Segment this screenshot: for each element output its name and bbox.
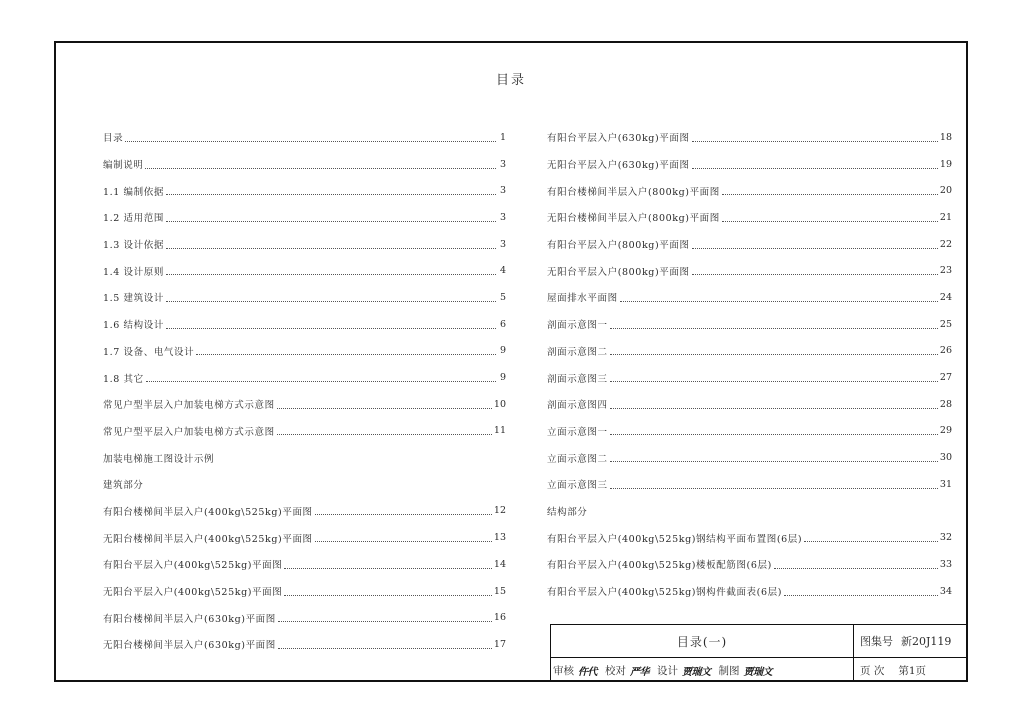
- toc-entry-label: 剖面示意图一: [547, 320, 608, 332]
- toc-entry-page: 26: [939, 345, 952, 357]
- toc-leader-dots: [284, 595, 492, 596]
- toc-leader-dots: [610, 381, 938, 382]
- toc-entry-page: 24: [939, 291, 952, 303]
- toc-entry-label: 剖面示意图四: [547, 400, 608, 412]
- toc-entry-label: 常见户型半层入户加装电梯方式示意图: [103, 400, 275, 412]
- toc-entry-label: 有阳台楼梯间半层入户(400kg\525kg)平面图: [103, 506, 313, 518]
- toc-entry-page: 10: [493, 398, 506, 410]
- toc-entry-page: 1: [499, 131, 506, 143]
- toc-entry: [547, 444, 952, 471]
- toc-entry-label: 立面示意图二: [547, 453, 608, 465]
- design-label: 设计: [657, 664, 678, 677]
- toc-entry-label: 有阳台平层入户(400kg\525kg)钢构件截面表(6层): [547, 587, 783, 599]
- atlas-number-cell: [854, 625, 967, 658]
- toc-entry: [103, 204, 506, 231]
- toc-leader-dots: [610, 488, 938, 489]
- toc-entry: [103, 524, 506, 551]
- toc-leader-dots: [315, 514, 492, 515]
- toc-entry-page: 17: [493, 638, 506, 650]
- toc-entry-label: 1.1 编制依据: [103, 186, 164, 198]
- toc-entry: [103, 284, 506, 311]
- toc-entry-label: 编制说明: [103, 160, 144, 172]
- toc-entry-page: 32: [939, 532, 952, 544]
- toc-entry: [547, 204, 952, 231]
- toc-entry-page: 21: [939, 211, 952, 223]
- toc-entry-label: 常见户型平层入户加装电梯方式示意图: [103, 426, 275, 438]
- toc-leader-dots: [166, 248, 496, 249]
- toc-entry: [547, 151, 952, 178]
- page-title: 目录: [495, 73, 526, 88]
- toc-entry-page: 14: [493, 558, 506, 570]
- review-label: 审核: [553, 664, 574, 677]
- sheet-name: 目录(一): [551, 625, 854, 658]
- toc-entry-label: 1.8 其它: [103, 373, 144, 385]
- toc-entry-label: 1.3 设计依据: [103, 240, 164, 252]
- toc-entry-label: 无阳台平层入户(800kg)平面图: [547, 266, 690, 278]
- toc-leader-dots: [692, 248, 938, 249]
- toc-entry-page: 11: [493, 425, 506, 437]
- toc-entry-label: 结构部分: [547, 506, 588, 518]
- toc-entry-label: 有阳台楼梯间半层入户(630kg)平面图: [103, 613, 276, 625]
- toc-entry-page: 33: [939, 558, 952, 570]
- page-label: 页 次: [860, 664, 885, 677]
- toc-entry: [547, 231, 952, 258]
- toc-entry-page: 31: [939, 478, 952, 490]
- toc-entry: [103, 631, 506, 658]
- atlas-number: 新20J119: [901, 635, 952, 648]
- toc-entry-page: 3: [499, 211, 506, 223]
- toc-entry-page: 20: [939, 185, 952, 197]
- toc-entry: [547, 124, 952, 151]
- toc-leader-dots: [692, 168, 938, 169]
- toc-leader-dots: [610, 434, 938, 435]
- toc-leader-dots: [692, 274, 938, 275]
- toc-leader-dots: [196, 354, 496, 355]
- toc-entry: [103, 471, 506, 498]
- toc-entry: [547, 391, 952, 418]
- toc-leader-dots: [804, 541, 938, 542]
- toc-entry: [547, 524, 952, 551]
- toc-entry-page: 6: [499, 318, 506, 330]
- toc-entry: [547, 578, 952, 605]
- toc-entry-label: 立面示意图一: [547, 426, 608, 438]
- toc-entry: [547, 257, 952, 284]
- toc-left-column: [103, 124, 506, 658]
- toc-leader-dots: [620, 301, 938, 302]
- toc-entry-page: 18: [939, 131, 952, 143]
- page-number-cell: [854, 658, 967, 682]
- toc-leader-dots: [277, 408, 492, 409]
- toc-entry-label: 建筑部分: [103, 480, 144, 492]
- toc-entry-page: 4: [499, 265, 506, 277]
- signature-row: [551, 658, 854, 682]
- toc-leader-dots: [610, 354, 938, 355]
- toc-leader-dots: [166, 274, 496, 275]
- title-block: [550, 624, 967, 681]
- toc-entry: [103, 578, 506, 605]
- toc-entry-page: 3: [499, 238, 506, 250]
- toc-leader-dots: [610, 328, 938, 329]
- toc-entry-label: 有阳台平层入户(800kg)平面图: [547, 240, 690, 252]
- toc-entry-label: 目录: [103, 133, 124, 145]
- toc-entry: [103, 257, 506, 284]
- toc-entry-page: 22: [939, 238, 952, 250]
- check-label: 校对: [605, 664, 626, 677]
- toc-entry-page: 15: [493, 585, 506, 597]
- toc-entry: [103, 151, 506, 178]
- toc-leader-dots: [722, 194, 938, 195]
- toc-leader-dots: [774, 568, 938, 569]
- toc-entry-page: 23: [939, 265, 952, 277]
- toc-leader-dots: [278, 648, 492, 649]
- toc-entry-label: 剖面示意图三: [547, 373, 608, 385]
- toc-entry: [103, 338, 506, 365]
- toc-entry-label: 立面示意图三: [547, 480, 608, 492]
- toc-entry: [547, 498, 952, 525]
- toc-entry-label: 1.2 适用范围: [103, 213, 164, 225]
- toc-leader-dots: [125, 141, 496, 142]
- toc-entry: [547, 338, 952, 365]
- toc-leader-dots: [692, 141, 938, 142]
- toc-entry-page: 16: [493, 612, 506, 624]
- toc-leader-dots: [784, 595, 938, 596]
- toc-entry: [547, 364, 952, 391]
- drawing-sheet: [54, 41, 968, 682]
- toc-leader-dots: [166, 301, 496, 302]
- toc-entry-label: 有阳台平层入户(630kg)平面图: [547, 133, 690, 145]
- toc-entry-page: 9: [499, 345, 506, 357]
- atlas-label: 图集号: [860, 635, 893, 648]
- toc-entry-label: 1.4 设计原则: [103, 266, 164, 278]
- review-signature: 仵代: [578, 666, 597, 678]
- toc-entry: [103, 177, 506, 204]
- toc-entry-label: 无阳台平层入户(630kg)平面图: [547, 160, 690, 172]
- toc-entry-label: 无阳台楼梯间半层入户(630kg)平面图: [103, 640, 276, 652]
- toc-entry-label: 1.5 建筑设计: [103, 293, 164, 305]
- toc-leader-dots: [145, 168, 496, 169]
- toc-entry: [103, 231, 506, 258]
- toc-entry-page: 28: [939, 398, 952, 410]
- toc-entry-label: 加装电梯施工图设计示例: [103, 453, 215, 465]
- toc-entry: [103, 604, 506, 631]
- toc-entry: [547, 177, 952, 204]
- toc-entry-page: 29: [939, 425, 952, 437]
- check-signature: 严华: [630, 666, 649, 678]
- toc-entry-label: 有阳台楼梯间半层入户(800kg)平面图: [547, 186, 720, 198]
- toc-entry: [103, 551, 506, 578]
- toc-leader-dots: [315, 541, 492, 542]
- toc-entry: [103, 391, 506, 418]
- toc-entry-page: 25: [939, 318, 952, 330]
- draft-label: 制图: [718, 664, 740, 677]
- toc-entry: [103, 418, 506, 445]
- toc-entry: [547, 471, 952, 498]
- toc-entry-page: 27: [939, 372, 952, 384]
- toc-leader-dots: [610, 461, 938, 462]
- toc-entry-page: 30: [939, 452, 952, 464]
- toc-entry: [547, 284, 952, 311]
- draft-signature: 贾瑞文: [743, 666, 772, 678]
- toc-entry-label: 有阳台平层入户(400kg\525kg)钢结构平面布置图(6层): [547, 533, 803, 545]
- toc-entry-label: 有阳台平层入户(400kg\525kg)平面图: [103, 560, 283, 572]
- toc-entry: [103, 311, 506, 338]
- toc-entry-label: 有阳台平层入户(400kg\525kg)楼板配筋图(6层): [547, 560, 772, 572]
- toc-leader-dots: [277, 434, 492, 435]
- toc-entry-label: 无阳台楼梯间半层入户(800kg)平面图: [547, 213, 720, 225]
- toc-entry-page: 3: [499, 185, 506, 197]
- toc-leader-dots: [722, 221, 938, 222]
- toc-entry-label: 1.7 设备、电气设计: [103, 346, 195, 358]
- toc-entry: [103, 498, 506, 525]
- toc-entry: [103, 364, 506, 391]
- toc-entry-page: 34: [939, 585, 952, 597]
- toc-entry: [547, 418, 952, 445]
- toc-entry-page: 3: [499, 158, 506, 170]
- toc-entry-label: 剖面示意图二: [547, 346, 608, 358]
- toc-entry-label: 无阳台楼梯间半层入户(400kg\525kg)平面图: [103, 533, 313, 545]
- toc-entry-label: 无阳台平层入户(400kg\525kg)平面图: [103, 587, 283, 599]
- toc-entry-page: 13: [493, 532, 506, 544]
- toc-leader-dots: [166, 221, 496, 222]
- toc-entry-label: 屋面排水平面图: [547, 293, 618, 305]
- toc-entry: [547, 551, 952, 578]
- toc-leader-dots: [166, 328, 496, 329]
- toc-leader-dots: [146, 381, 496, 382]
- toc-leader-dots: [166, 194, 496, 195]
- toc-entry-page: 5: [499, 291, 506, 303]
- toc-entry: [103, 444, 506, 471]
- toc-leader-dots: [278, 621, 492, 622]
- toc-right-column: [547, 124, 952, 604]
- toc-entry-page: 12: [493, 505, 506, 517]
- toc-entry: [103, 124, 506, 151]
- toc-entry-label: 1.6 结构设计: [103, 320, 164, 332]
- toc-entry-page: 9: [499, 372, 506, 384]
- page-value: 第1页: [898, 664, 927, 677]
- design-signature: 贾瑞文: [682, 666, 711, 678]
- toc-leader-dots: [284, 568, 492, 569]
- toc-entry: [547, 311, 952, 338]
- toc-leader-dots: [610, 408, 938, 409]
- toc-entry-page: 19: [939, 158, 952, 170]
